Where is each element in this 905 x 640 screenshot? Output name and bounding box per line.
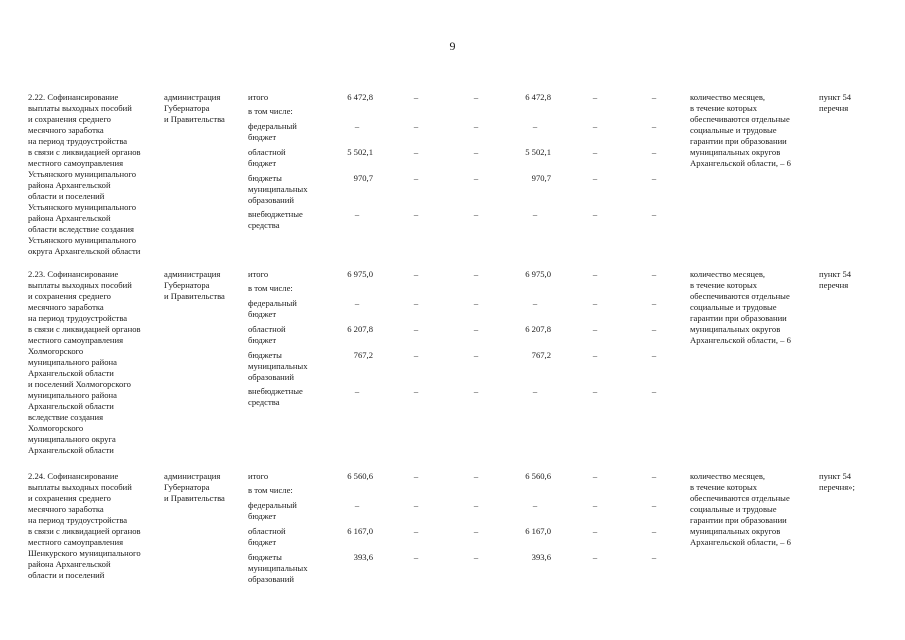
row-title: 2.24. Софинансирование выплаты выходных пособий и сохранения среднего месячного заработка на период трудоустройства в связи с ликвидацией органов местного самоуправления Шенкурского муниципального района Архангельской области и поселений xyxy=(28,471,141,580)
budget-label: областной бюджет xyxy=(248,324,286,345)
dash-cell: – xyxy=(651,147,657,157)
dash-cell: – xyxy=(473,350,479,360)
budget-label: в том числе: xyxy=(248,485,293,495)
amount-cell: 970,7 xyxy=(353,173,373,183)
amount-cell: 6 560,6 xyxy=(347,471,373,481)
budget-label: федеральный бюджет xyxy=(248,500,297,521)
dash-cell: – xyxy=(473,298,479,308)
amount-cell: 6 560,6 xyxy=(525,471,551,481)
dash-cell: – xyxy=(354,500,360,510)
dash-cell: – xyxy=(592,173,598,183)
dash-cell: – xyxy=(473,147,479,157)
dash-cell: – xyxy=(413,147,419,157)
dash-cell: – xyxy=(413,471,419,481)
dash-cell: – xyxy=(354,298,360,308)
budget-label: внебюджетные средства xyxy=(248,386,303,407)
budget-label: итого xyxy=(248,269,269,279)
dash-cell: – xyxy=(413,173,419,183)
dash-cell: – xyxy=(532,500,538,510)
dash-cell: – xyxy=(651,298,657,308)
budget-label: в том числе: xyxy=(248,106,293,116)
indicator: количество месяцев, в течение которых обеспечиваются отдельные социальные и трудовые гарантии при образовании муниципальных округов Архангельской области, – 6 xyxy=(690,269,791,345)
dash-cell: – xyxy=(413,500,419,510)
dash-cell: – xyxy=(354,209,360,219)
amount-cell: 393,6 xyxy=(531,552,551,562)
amount-cell: 6 207,8 xyxy=(347,324,373,334)
dash-cell: – xyxy=(532,298,538,308)
dash-cell: – xyxy=(413,121,419,131)
dash-cell: – xyxy=(592,269,598,279)
dash-cell: – xyxy=(592,121,598,131)
reference: пункт 54 перечня xyxy=(819,92,852,113)
budget-label: внебюджетные средства xyxy=(248,209,303,230)
dash-cell: – xyxy=(413,350,419,360)
dash-cell: – xyxy=(651,209,657,219)
dash-cell: – xyxy=(651,173,657,183)
dash-cell: – xyxy=(413,209,419,219)
budget-label: бюджеты муниципальных образований xyxy=(248,552,308,584)
dash-cell: – xyxy=(473,386,479,396)
budget-label: бюджеты муниципальных образований xyxy=(248,350,308,382)
dash-cell: – xyxy=(532,121,538,131)
dash-cell: – xyxy=(473,209,479,219)
amount-cell: 6 167,0 xyxy=(525,526,551,536)
dash-cell: – xyxy=(651,526,657,536)
dash-cell: – xyxy=(473,324,479,334)
dash-cell: – xyxy=(592,500,598,510)
amount-cell: 970,7 xyxy=(531,173,551,183)
amount-cell: 6 207,8 xyxy=(525,324,551,334)
dash-cell: – xyxy=(592,526,598,536)
budget-label: итого xyxy=(248,92,269,102)
amount-cell: 5 502,1 xyxy=(525,147,551,157)
dash-cell: – xyxy=(413,298,419,308)
dash-cell: – xyxy=(473,269,479,279)
dash-cell: – xyxy=(413,526,419,536)
dash-cell: – xyxy=(592,386,598,396)
amount-cell: 5 502,1 xyxy=(347,147,373,157)
executor: администрация Губернатора и Правительства xyxy=(164,269,225,301)
indicator: количество месяцев, в течение которых обеспечиваются отдельные социальные и трудовые гарантии при образовании муниципальных округов Архангельской области, – 6 xyxy=(690,92,791,168)
dash-cell: – xyxy=(651,386,657,396)
dash-cell: – xyxy=(532,209,538,219)
dash-cell: – xyxy=(592,298,598,308)
budget-label: областной бюджет xyxy=(248,147,286,168)
dash-cell: – xyxy=(651,121,657,131)
row-title: 2.22. Софинансирование выплаты выходных пособий и сохранения среднего месячного заработка на период трудоустройства в связи с ликвидацией органов местного самоуправления Устьянского муниципального района Архангельской области и поселений Устьянского муниципального района Архангельской области вследствие создания Устьянского муниципального округа Архангельской области xyxy=(28,92,141,256)
amount-cell: 393,6 xyxy=(353,552,373,562)
budget-label: федеральный бюджет xyxy=(248,298,297,319)
dash-cell: – xyxy=(651,500,657,510)
dash-cell: – xyxy=(592,324,598,334)
amount-cell: 6 975,0 xyxy=(525,269,551,279)
budget-label: федеральный бюджет xyxy=(248,121,297,142)
dash-cell: – xyxy=(651,350,657,360)
dash-cell: – xyxy=(473,500,479,510)
dash-cell: – xyxy=(532,386,538,396)
dash-cell: – xyxy=(592,552,598,562)
dash-cell: – xyxy=(651,552,657,562)
dash-cell: – xyxy=(413,92,419,102)
dash-cell: – xyxy=(413,324,419,334)
dash-cell: – xyxy=(651,471,657,481)
executor: администрация Губернатора и Правительства xyxy=(164,92,225,124)
reference: пункт 54 перечня»; xyxy=(819,471,855,492)
dash-cell: – xyxy=(473,552,479,562)
amount-cell: 767,2 xyxy=(353,350,373,360)
dash-cell: – xyxy=(413,269,419,279)
dash-cell: – xyxy=(651,92,657,102)
budget-label: бюджеты муниципальных образований xyxy=(248,173,308,205)
budget-label: в том числе: xyxy=(248,283,293,293)
dash-cell: – xyxy=(473,526,479,536)
budget-label: итого xyxy=(248,471,269,481)
executor: администрация Губернатора и Правительства xyxy=(164,471,225,503)
dash-cell: – xyxy=(473,121,479,131)
dash-cell: – xyxy=(413,552,419,562)
dash-cell: – xyxy=(651,324,657,334)
amount-cell: 6 472,8 xyxy=(525,92,551,102)
dash-cell: – xyxy=(473,92,479,102)
reference: пункт 54 перечня xyxy=(819,269,852,290)
amount-cell: 6 975,0 xyxy=(347,269,373,279)
dash-cell: – xyxy=(592,209,598,219)
dash-cell: – xyxy=(473,471,479,481)
dash-cell: – xyxy=(413,386,419,396)
dash-cell: – xyxy=(592,350,598,360)
dash-cell: – xyxy=(354,121,360,131)
row-title: 2.23. Софинансирование выплаты выходных пособий и сохранения среднего месячного заработка на период трудоустройства в связи с ликвидацией органов местного самоуправления Холмогорского муниципального района Архангельской области и поселений Холмогорского муниципального района Архангельской области вследствие создания Холмогорского муниципального округа Архангельской области xyxy=(28,269,141,455)
amount-cell: 6 167,0 xyxy=(347,526,373,536)
amount-cell: 767,2 xyxy=(531,350,551,360)
page-number: 9 xyxy=(449,39,456,53)
dash-cell: – xyxy=(651,269,657,279)
dash-cell: – xyxy=(592,471,598,481)
dash-cell: – xyxy=(592,147,598,157)
dash-cell: – xyxy=(592,92,598,102)
budget-label: областной бюджет xyxy=(248,526,286,547)
dash-cell: – xyxy=(473,173,479,183)
indicator: количество месяцев, в течение которых обеспечиваются отдельные социальные и трудовые гарантии при образовании муниципальных округов Архангельской области, – 6 xyxy=(690,471,791,547)
dash-cell: – xyxy=(354,386,360,396)
amount-cell: 6 472,8 xyxy=(347,92,373,102)
